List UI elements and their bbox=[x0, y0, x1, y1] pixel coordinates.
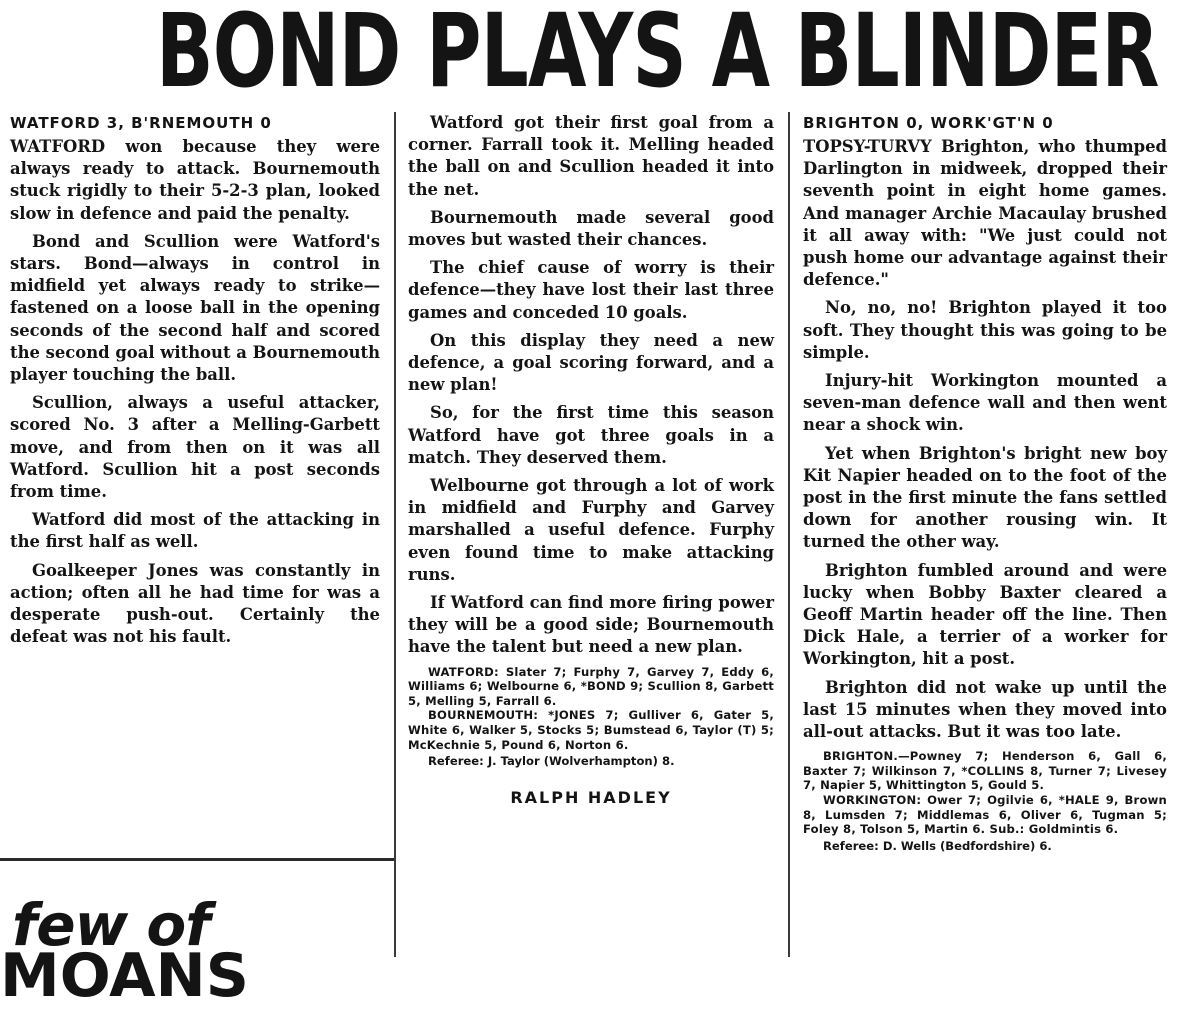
paragraph: Injury-hit Workington mounted a seven-man defence wall and then went near a shock win. bbox=[803, 371, 1167, 435]
column-watford-continued bbox=[408, 112, 774, 809]
paragraph: If Watford can find more firing power they will be a good side; Bournemouth have the talent but need a new plan. bbox=[408, 593, 774, 657]
paragraph: Bond and Scullion were Watford's stars. Bond—always in control in midfield yet always ready to strike—fastened on a loose ball in the opening seconds of the second half and scored the second goal without a Bournemouth player touching the ball. bbox=[10, 231, 380, 385]
paragraph: Goalkeeper Jones was constantly in action; often all he had time for was a desperate push-out. Certainly the defeat was not his fault. bbox=[10, 560, 380, 647]
paragraph: On this display they need a new defence, a goal scoring forward, and a new plan! bbox=[408, 330, 774, 395]
team-lineup-bournemouth: BOURNEMOUTH: *JONES 7; Gulliver 6, Gater 5, White 6, Walker 5, Stocks 5; Bumstead 6, Taylor (T) 5; McKechnie 5, Pound 6, Norton 6. bbox=[408, 708, 774, 752]
column-watford-report bbox=[10, 112, 380, 654]
teaser-headline: few of bbox=[12, 891, 210, 959]
team-lineup-watford: WATFORD: Slater 7; Furphy 7, Garvey 7, Eddy 6, Williams 6; Welbourne 6, *BOND 9; Scullion 8, Garbett 5, Melling 5, Farrall 6. bbox=[408, 664, 774, 708]
paragraph: Brighton fumbled around and were lucky when Bobby Baxter cleared a Geoff Martin header off the line. Then Dick Hale, a terrier of a worker for Workington, hit a post. bbox=[803, 560, 1167, 669]
paragraph: Watford got their first goal from a corner. Farrall took it. Melling headed the ball on and Scullion headed it into the net. bbox=[408, 113, 774, 199]
paragraph: WATFORD won because they were always ready to attack. Bournemouth stuck rigidly to their 5-2-3 plan, looked slow in defence and paid the penalty. bbox=[10, 137, 380, 223]
teaser-headline-line2: MOANS bbox=[0, 941, 249, 1011]
match-subhead: BRIGHTON 0, WORK'GT'N 0 bbox=[803, 114, 1054, 132]
team-lineup-brighton: BRIGHTON.—Powney 7; Henderson 6, Gall 6, Baxter 7; Wilkinson 7, *COLLINS 8, Turner 7; Livesey 7, Napier 5, Whittington 5, Gould 5. bbox=[803, 749, 1167, 793]
referee-line: Referee: J. Taylor (Wolverhampton) 8. bbox=[428, 754, 675, 769]
headline: BOND PLAYS A BLINDER bbox=[156, 0, 1159, 111]
paragraph: Scullion, always a useful attacker, scored No. 3 after a Melling-Garbett move, and from then on it was all Watford. Scullion hit a post seconds from time. bbox=[10, 393, 380, 502]
paragraph: Brighton did not wake up until the last 15 minutes when they moved into all-out attacks. But it was too late. bbox=[803, 677, 1167, 742]
paragraph: TOPSY-TURVY Brighton, who thumped Darlington in midweek, dropped their seventh point in eight home games. And manager Archie Macaulay brushed it all away with: "We just could not push home our advantage against their defence." bbox=[803, 137, 1167, 290]
paragraph: Welbourne got through a lot of work in midfield and Furphy and Garvey marshalled a useful defence. Furphy even found time to make attacking runs. bbox=[408, 476, 774, 584]
section-divider bbox=[0, 858, 394, 861]
column-rule-2 bbox=[788, 112, 790, 957]
paragraph: Bournemouth made several good moves but wasted their chances. bbox=[408, 207, 774, 250]
column-rule-1 bbox=[394, 112, 396, 957]
paragraph: The chief cause of worry is their defence—they have lost their last three games and conceded 10 goals. bbox=[408, 258, 774, 322]
team-lineup-workington: WORKINGTON: Ower 7; Ogilvie 6, *HALE 9, Brown 8, Lumsden 7; Middlemas 6, Oliver 6, Tugman 5; Foley 8, Tolson 5, Martin 6. Sub.: Goldmintis 6. bbox=[803, 793, 1167, 837]
match-subhead: WATFORD 3, B'RNEMOUTH 0 bbox=[10, 114, 272, 132]
byline: RALPH HADLEY bbox=[510, 788, 672, 808]
paragraph: Watford did most of the attacking in the first half as well. bbox=[10, 510, 380, 552]
paragraph: So, for the first time this season Watford have got three goals in a match. They deserved them. bbox=[408, 403, 774, 467]
paragraph: Yet when Brighton's bright new boy Kit Napier headed on to the foot of the post in the first minute the fans settled down for another rousing win. It turned the other way. bbox=[803, 443, 1167, 552]
column-brighton-report bbox=[803, 112, 1167, 854]
teaser-headline-cut bbox=[0, 941, 300, 1011]
referee-line: Referee: D. Wells (Bedfordshire) 6. bbox=[823, 838, 1052, 853]
paragraph: No, no, no! Brighton played it too soft. They thought this was going to be simple. bbox=[803, 298, 1167, 362]
